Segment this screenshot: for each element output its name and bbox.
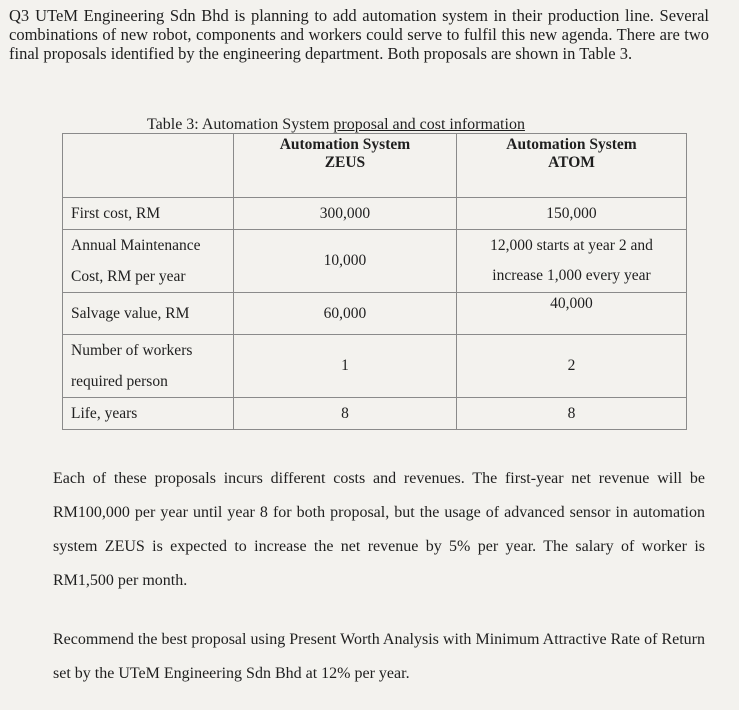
maintenance-zeus: 10,000 [233,230,456,293]
workers-atom: 2 [456,335,686,398]
header-atom-line2: ATOM [548,154,595,171]
revenue-paragraph: Each of these proposals incurs different costs and revenues. The first-year net revenue will be RM100,000 per year until year 8 for both proposal, but the usage of advanced sensor in automation system ZEUS is expected to increase the net revenue by 5% per year. The salary of worker is RM1,500 per month. [53,470,705,589]
header-zeus-line1: Automation System [279,136,411,153]
header-zeus-line2: ZEUS [324,154,366,171]
workers-label-line2: required person [71,373,168,390]
maintenance-label-line1: Annual Maintenance [71,237,201,254]
table-caption-prefix: Table 3: Automation System [147,116,334,133]
header-blank-cell [63,134,234,198]
table-row-first-cost [63,198,687,230]
header-zeus [233,134,456,198]
question-text: UTeM Engineering Sdn Bhd is planning to add automation system in their production line. Several combinations of new robot, components and workers could serve to fulfil this new agenda. There are two final proposals identified by the engineering department. Both proposals are shown in Table 3. [9,6,709,63]
table-row-life [63,398,687,430]
maintenance-atom [456,230,686,293]
proposal-cost-table [62,133,687,430]
first-cost-atom: 150,000 [456,198,686,230]
workers-zeus: 1 [233,335,456,398]
first-cost-label: First cost, RM [63,198,234,230]
maintenance-label [63,230,234,293]
table-row-maintenance [63,230,687,293]
workers-label-line1: Number of workers [71,342,193,359]
life-zeus: 8 [233,398,456,430]
life-atom: 8 [456,398,686,430]
life-label: Life, years [63,398,234,430]
table-header-row [63,134,687,198]
table-row-workers [63,335,687,398]
table-caption [147,116,525,134]
recommendation-paragraph: Recommend the best proposal using Present Worth Analysis with Minimum Attractive Rate of Return set by the UTeM Engineering Sdn Bhd at 12% per year. [53,631,705,682]
question-intro [9,6,709,63]
salvage-atom: 40,000 [456,293,686,335]
question-number: Q3 [9,6,30,25]
header-atom [456,134,686,198]
header-atom-line1: Automation System [506,136,637,153]
maintenance-atom-line1: 12,000 starts at year 2 and [490,237,653,254]
salvage-label: Salvage value, RM [63,293,234,335]
maintenance-atom-line2: increase 1,000 every year [492,267,651,284]
table-row-salvage [63,293,687,335]
table-caption-underlined: proposal and cost information [333,116,525,133]
salvage-zeus: 60,000 [233,293,456,335]
workers-label [63,335,234,398]
maintenance-label-line2: Cost, RM per year [71,268,186,285]
first-cost-zeus: 300,000 [233,198,456,230]
